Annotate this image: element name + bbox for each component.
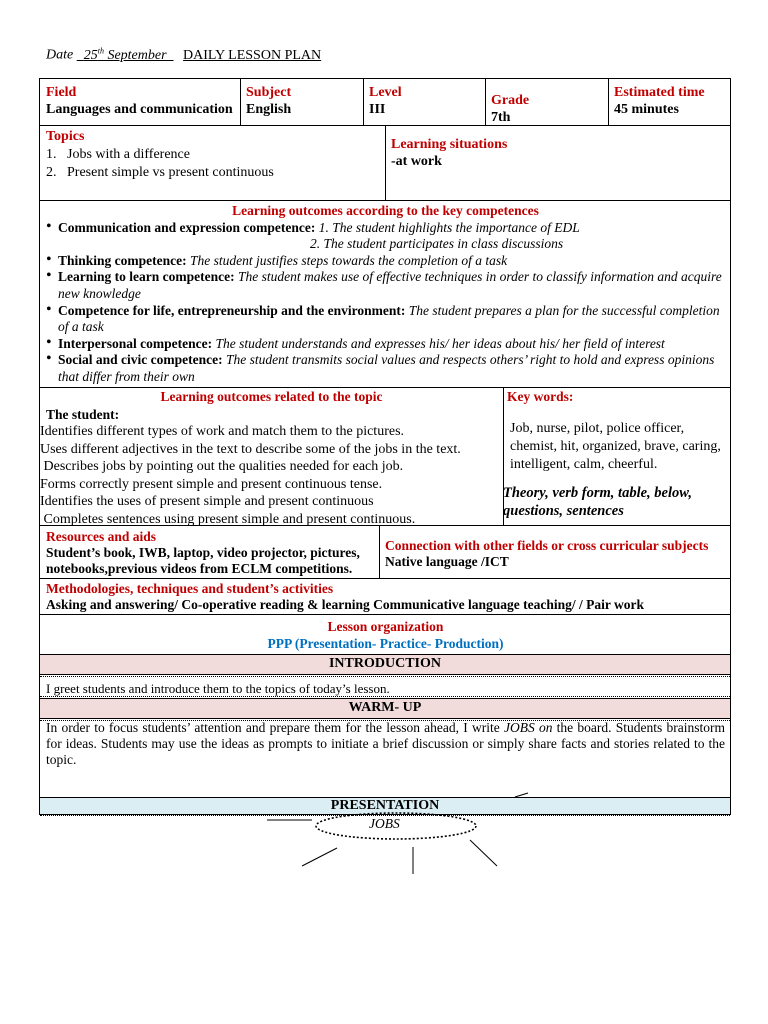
resources-label: Resources and aids (46, 529, 157, 544)
competences-title: Learning outcomes according to the key competences (232, 203, 539, 218)
keywords-bold: Theory, verb form, table, below, questions, sentences (503, 485, 693, 519)
competence-item: • Communication and expression competence: 1. The student highlights the importance of EDL 2. The student participates in class discussions (46, 220, 725, 253)
competence-item: • Competence for life, entrepreneurship and the environment: The student prepares a plan for the successful completion of a task (46, 303, 725, 336)
subject-value: English (246, 102, 292, 117)
time-value: 45 minutes (614, 102, 679, 117)
outcome-item: Completes sentences using present simple and present continuous. (40, 511, 416, 527)
topic-item: 1. Jobs with a difference (46, 147, 190, 162)
competence-item: • Learning to learn competence: The student makes use of effective techniques in order to classify information and acquire new knowledge (46, 269, 725, 302)
level-label: Level (369, 85, 402, 100)
situations-label: Learning situations (391, 137, 508, 152)
field-value: Languages and communication (46, 102, 233, 117)
resources-value: Student’s book, IWB, laptop, video projector, pictures, notebooks,previous videos from ECLM competitions. (46, 545, 360, 576)
connector-line (515, 793, 528, 797)
outcome-item: Describes jobs by pointing out the qualities needed for each job. (40, 459, 404, 474)
warmup-text: In order to focus students’ attention and prepare them for the lesson ahead, I write JOBS on the board. Students brainstorm for ideas. Students may use the ideas as prompts to initiate a brief discussion or simply share facts and stories related to the topic. (46, 720, 725, 767)
keywords-list: Job, nurse, pilot, police officer, chemist, hit, organized, brave, caring, intelligent, calm, cheerful. (510, 421, 721, 472)
grade-label: Grade (491, 93, 530, 108)
methodologies-value: Asking and answering/ Co-operative reading & learning Communicative language teaching/ / Pair work (46, 597, 645, 612)
outcomes-title: Learning outcomes related to the topic (160, 389, 383, 404)
presentation-label: PRESENTATION (330, 798, 440, 813)
connector-line (302, 848, 337, 866)
jobs-word: JOBS (369, 816, 400, 831)
outcome-item: Identifies the uses of present simple and present continuous (40, 494, 374, 509)
competence-item: • Interpersonal competence: The student understands and expresses his/ her ideas about his/ her field of interest (46, 336, 725, 353)
keywords-label: Key words: (507, 389, 574, 404)
topics-label: Topics (46, 129, 85, 144)
topic-item: 2. Present simple vs present continuous (46, 165, 274, 180)
document-title: DAILY LESSON PLAN (183, 47, 322, 63)
subject-label: Subject (246, 85, 292, 100)
outcomes-subtitle: The student: (46, 406, 120, 422)
introduction-text: I greet students and introduce them to the topics of today’s lesson. (46, 681, 390, 696)
outcome-item: Uses different adjectives in the text to describe some of the jobs in the text. (40, 441, 461, 457)
connection-label: Connection with other fields or cross curricular subjects (385, 538, 709, 553)
methodologies-label: Methodologies, techniques and student’s activities (46, 581, 334, 596)
situations-value: -at work (391, 154, 442, 169)
outcome-item: Forms correctly present simple and present continuous tense. (40, 476, 383, 492)
organization-label: Lesson organization (327, 619, 444, 634)
organization-value: PPP (Presentation- Practice- Production) (267, 636, 504, 651)
date-label: Date (46, 47, 74, 63)
connection-value: Native language /ICT (385, 554, 509, 569)
field-label: Field (46, 85, 77, 100)
date-value: 25th September (83, 46, 167, 63)
warmup-label: WARM- UP (348, 700, 422, 715)
outcome-item: Identifies different types of work and match them to the pictures. (40, 424, 405, 439)
competence-item: • Social and civic competence: The student transmits social values and respects others’ right to hold and express opinions that differ from their own (46, 352, 725, 385)
level-value: III (369, 102, 386, 117)
introduction-label: INTRODUCTION (328, 656, 441, 671)
time-label: Estimated time (614, 85, 705, 100)
connector-line (470, 840, 497, 866)
competence-item: • Thinking competence: The student justifies steps towards the completion of a task (46, 253, 725, 270)
grade-value: 7th (491, 110, 511, 125)
